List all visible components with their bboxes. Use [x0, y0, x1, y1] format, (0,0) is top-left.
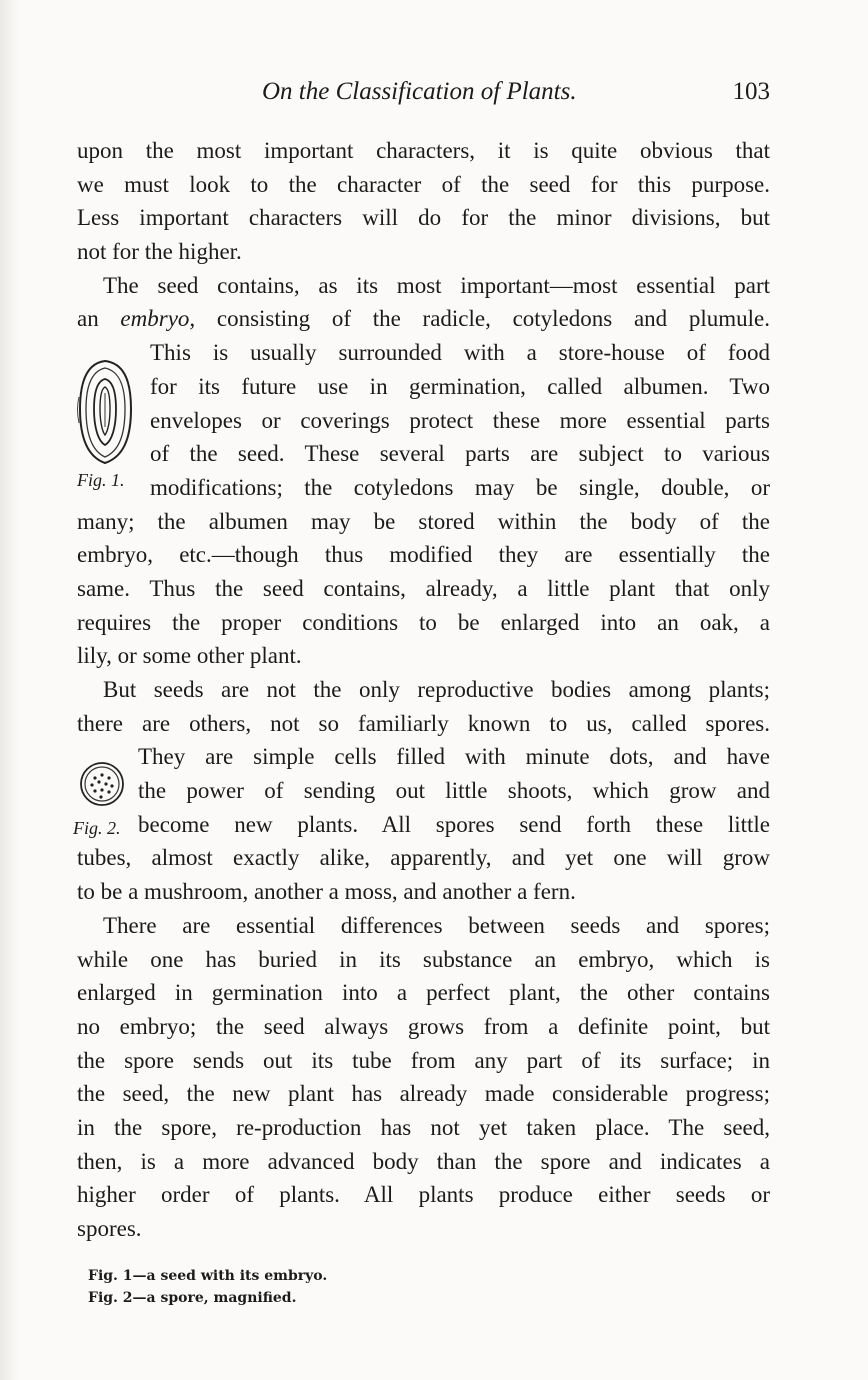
text-line: not for the higher. [77, 239, 242, 265]
text-line: the seed, the new plant has already made considerable progress; [77, 1081, 770, 1107]
text-line: But seeds are not the only reproductive bodies among plants; [103, 677, 770, 702]
page-header [262, 78, 770, 112]
running-title: On the Classification of Plants. [262, 78, 577, 105]
spore-illustration [73, 760, 131, 808]
text-line: They are simple cells filled with minute dots, and have [138, 744, 770, 770]
text-line: there are others, not so familiarly known to us, called spores. [77, 710, 770, 736]
text-line: no embryo; the seed always grows from a definite point, but [77, 1013, 770, 1039]
text-fragment: an [77, 306, 121, 332]
text-line: upon the most important characters, it is quite obvious that [77, 138, 770, 163]
page-number: 103 [732, 78, 770, 105]
text-line: spores. [77, 1216, 142, 1241]
text-line: requires the proper conditions to be enlarged into an oak, a [77, 609, 770, 635]
text-line: modifications; the cotyledons may be single, double, or [150, 474, 770, 500]
text-line: we must look to the character of the seed for this purpose. [77, 171, 770, 197]
page-edge-shadow [0, 0, 18, 1380]
text-line: then, is a more advanced body than the spore and indicates a [77, 1148, 770, 1174]
footnote-fig-1: Fig. 1—a seed with its embryo. [88, 1268, 328, 1284]
text-line: to be a mushroom, another a moss, and another a fern. [77, 879, 576, 905]
text-line: the power of sending out little shoots, which grow and [138, 778, 770, 804]
text-line: enlarged in germination into a perfect plant, the other contains [77, 980, 770, 1006]
seed-embryo-illustration [75, 357, 135, 467]
text-line: same. Thus the seed contains, already, a little plant that only [77, 575, 770, 601]
text-fragment: consisting of the radicle, cotyledons and plumule. [216, 306, 770, 332]
text-line: This is usually surrounded with a store-house of food [150, 340, 770, 366]
text-line: envelopes or coverings protect these more essential parts [150, 407, 770, 433]
text-line: embryo, etc.—though thus modified they are essentially the [77, 542, 770, 568]
figure-2-label: Fig. 2. [73, 818, 121, 838]
figure-1-label: Fig. 1. [77, 470, 125, 490]
footnote-fig-2: Fig. 2—a spore, magnified. [88, 1290, 297, 1306]
body-text [77, 134, 770, 1246]
text-line [77, 302, 770, 336]
text-line: The seed contains, as its most important—most essential part [103, 272, 770, 298]
text-line: of the seed. These several parts are subject to various [150, 441, 770, 467]
text-line: lily, or some other plant. [77, 643, 302, 669]
italic-term: embryo, [120, 306, 196, 332]
text-line: many; the albumen may be stored within the body of the [77, 508, 770, 534]
text-line: tubes, almost exactly alike, apparently, and yet one will grow [77, 845, 770, 871]
text-line: Less important characters will do for the minor divisions, but [77, 205, 770, 231]
text-line: the spore sends out its tube from any part of its surface; in [77, 1047, 770, 1073]
text-line: for its future use in germination, called albumen. Two [150, 373, 770, 399]
text-line: become new plants. All spores send forth these little [138, 811, 770, 837]
text-line: There are essential differences between seeds and spores; [103, 912, 770, 938]
footnotes [88, 1265, 327, 1309]
text-line: in the spore, re-production has not yet taken place. The seed, [77, 1114, 770, 1140]
text-line: higher order of plants. All plants produce either seeds or [77, 1182, 770, 1208]
text-line: while one has buried in its substance an embryo, which is [77, 946, 770, 972]
